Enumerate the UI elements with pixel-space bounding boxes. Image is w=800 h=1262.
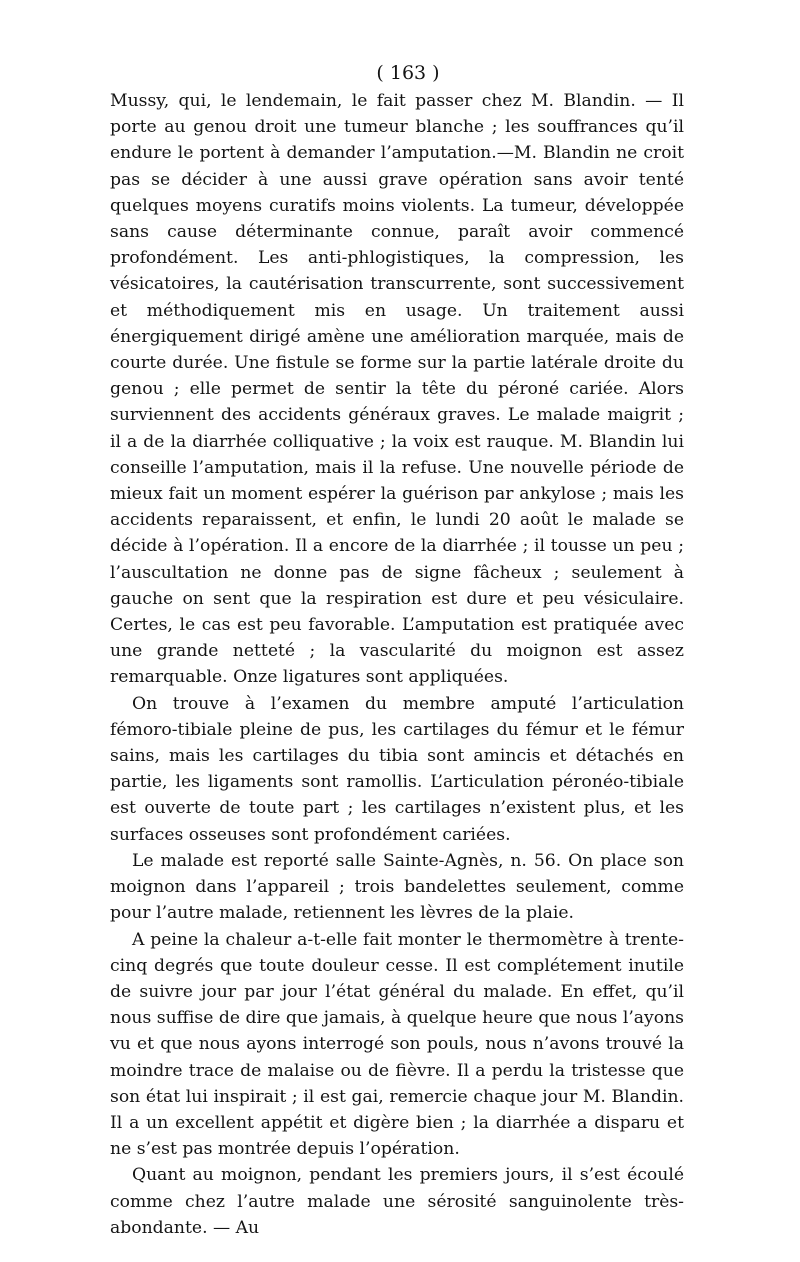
- paragraph-3: Le malade est reporté salle Sainte-Agnès, n. 56. On place son moignon dans l’appareil ; trois bandelettes seulement, comme pour l’autre malade, retiennent les lèvres de la plaie.: [110, 850, 684, 924]
- page-text: [110, 88, 684, 1241]
- paragraph-5: Quant au moignon, pendant les premiers jours, il s’est écoulé comme chez l’autre malade une sérosité sanguinolente très-abondante. — Au: [110, 1165, 684, 1238]
- paragraph-4: A peine la chaleur a-t-elle fait monter le thermomètre à trente-cinq degrés que toute douleur cesse. Il est complétement inutile de suivre jour par jour l’état général du malade. En effet, qu’il nous suffise de dire que jamais, à quelque heure que nous l’ayons vu et que nous ayons interrogé son pouls, nous n’avons trouvé la moindre trace de malaise ou de fièvre. Il a perdu la tristesse que son état lui inspirait ; il est gai, remercie chaque jour M. Blandin. Il a un excellent appétit et digère bien ; la diarrhée a disparu et ne s’est pas montrée depuis l’opération.: [110, 929, 684, 1160]
- book-page: [110, 60, 684, 1241]
- paragraph-2: On trouve à l’examen du membre amputé l’articulation fémoro-tibiale pleine de pus, les cartilages du fémur et le fémur sains, mais les cartilages du tibia sont amincis et détachés en partie, les ligaments sont ramollis. L’articulation péronéo-tibiale est ouverte de toute part ; les cartilages n’existent plus, et les surfaces osseuses sont profondément cariées.: [110, 693, 684, 845]
- paragraph-1: Mussy, qui, le lendemain, le fait passer chez M. Blandin. — Il porte au genou droit une tumeur blanche ; les souffrances qu’il endure le portent à demander l’amputation.—M. Blandin ne croit pas se décider à une aussi grave opération sans avoir tenté quelques moyens curatifs moins violents. La tumeur, développée sans cause déterminante connue, paraît avoir commencé profondément. Les anti-phlogistiques, la compression, les vésicatoires, la cautérisation transcurrente, sont successivement et méthodiquement mis en usage. Un traitement aussi énergiquement dirigé amène une amélioration marquée, mais de courte durée. Une fistule se forme sur la partie latérale droite du genou ; elle permet de sentir la tête du péroné cariée. Alors surviennent des accidents généraux graves. Le malade maigrit ; il a de la diarrhée colliquative ; la voix est rauque. M. Blandin lui conseille l’amputation, mais il la refuse. Une nouvelle période de mieux fait un moment espérer la guérison par ankylose ; mais les accidents reparaissent, et enfin, le lundi 20 août le malade se décide à l’opération. Il a encore de la diarrhée ; il tousse un peu ; l’auscultation ne donne pas de signe fâcheux ; seulement à gauche on sent que la respiration est dure et peu vésiculaire. Certes, le cas est peu favorable. L’amputation est pratiquée avec une grande netteté ; la vascularité du moignon est assez remarquable. Onze ligatures sont appliquées.: [110, 91, 684, 688]
- page-number: ( 163 ): [376, 62, 440, 84]
